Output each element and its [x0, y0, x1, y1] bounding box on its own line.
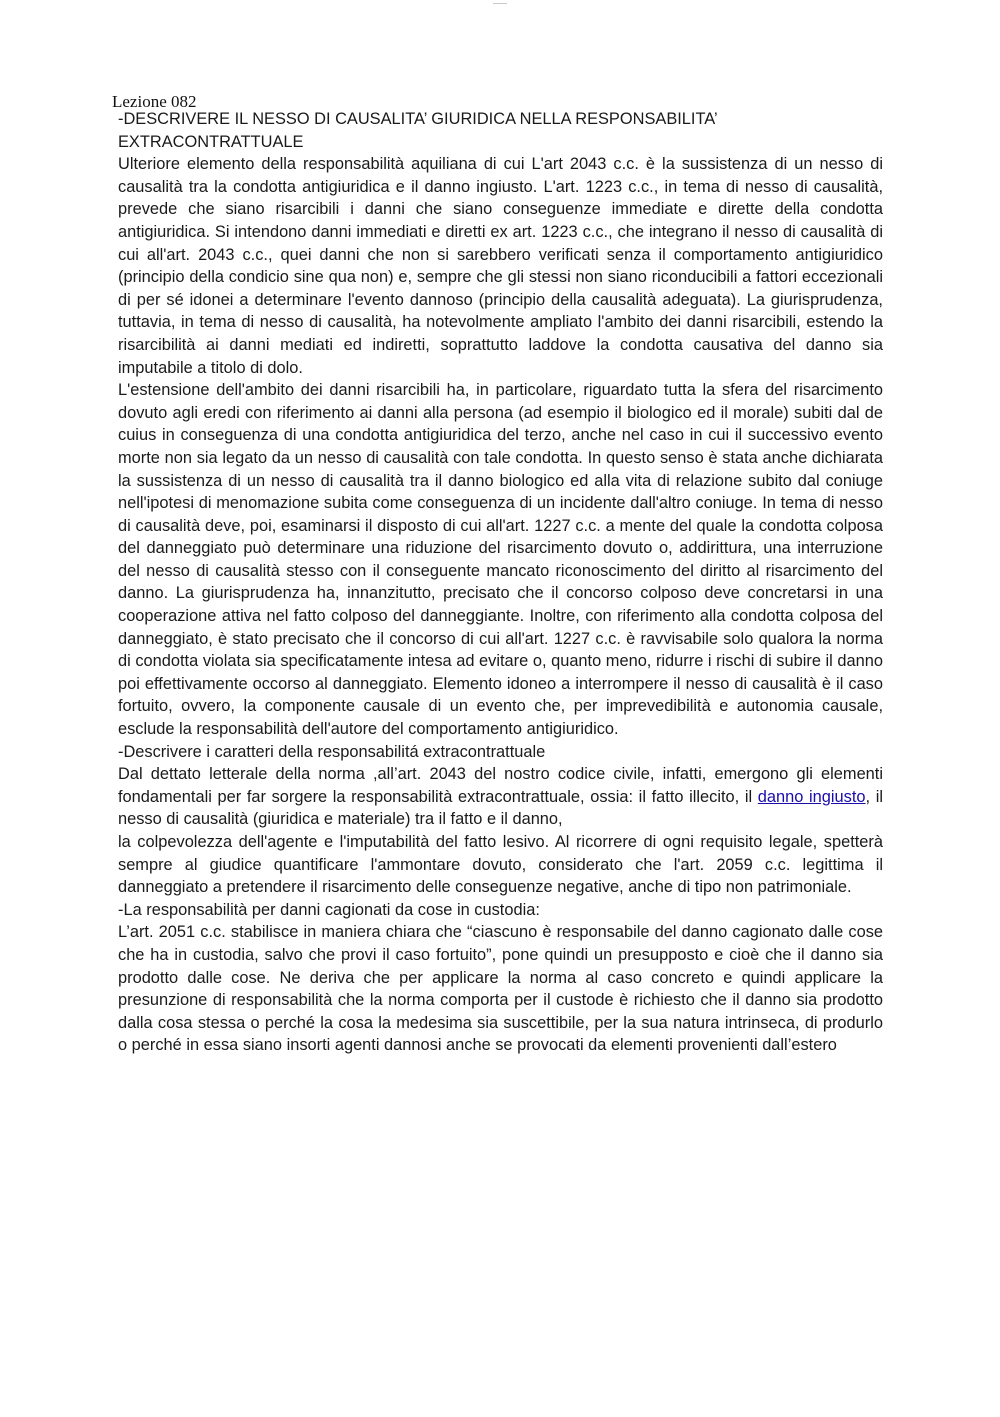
- paragraph-caratteri-2: la colpevolezza dell'agente e l'imputabilità del fatto lesivo. Al ricorrere di ogni requisito legale, spetterà sempre al giudice quantificare l'ammontare dovuto, considerato che l'art. 2059 c.c. legittima il danneggiato a pretendere il risarcimento delle conseguenze negative, anche di tipo non patrimoniale.: [118, 833, 883, 897]
- lesson-label: Lezione 082: [112, 92, 197, 111]
- section-heading-cose-in-custodia: -La responsabilità per danni cagionati da cose in custodia:: [118, 900, 540, 919]
- paragraph-nesso-causalita-2: L'estensione dell'ambito dei danni risarcibili ha, in particolare, riguardato tutta la sfera del risarcimento dovuto agli eredi con riferimento ai danni alla persona (ad esempio il biologico ed il morale) subiti dal de cuius in conseguenza di una condotta antigiuridica del terzo, anche nel caso in cui il successivo evento morte non sia legato da un nesso di causalità con tale condotta. In questo senso è stata anche dichiarata la sussistenza di un nesso di causalità tra il danno biologico ed alla vita di relazione subito dal coniuge nell'ipotesi di menomazione subita come conseguenza di un incidente dall'altro coniuge. In tema di nesso di causalità deve, poi, esaminarsi il disposto di cui all'art. 1227 c.c. a mente del quale la condotta colposa del danneggiato può determinare una riduzione del risarcimento dovuto o, addirittura, una interruzione del nesso di causalità stesso con il conseguente mancato riconoscimento del diritto al risarcimento del danno. La giurisprudenza ha, innanzitutto, precisato che il concorso colposo deve concretarsi in una cooperazione attiva nel fatto colposo del danneggiante. Inoltre, con riferimento alla condotta colposa del danneggiato, è stato precisato che il concorso di cui all'art. 1227 c.c. è ravvisabile solo qualora la norma di condotta violata sia specificatamente intesa ad evitare o, quanto meno, ridurre i rischi di subire il danno poi effettivamente occorso al danneggiato. Elemento idoneo a interrompere il nesso di causalità è il caso fortuito, ovvero, la componente causale di un evento che, per imprevedibilità e autonomia causale, esclude la responsabilità dell'autore del comportamento antigiuridico.: [118, 381, 883, 739]
- paragraph-caratteri-1: [118, 763, 883, 831]
- paragraph-nesso-causalita-1: Ulteriore elemento della responsabilità aquiliana di cui L'art 2043 c.c. è la sussistenza di un nesso di causalità tra la condotta antigiuridica e il danno ingiusto. L'art. 1223 c.c., in tema di nesso di causalità, prevede che siano risarcibili i danni che siano conseguenze immediate e dirette della condotta antigiuridica. Si intendono danni immediati e diretti ex art. 1223 c.c., che integrano il nesso di causalità di cui all'art. 2043 c.c., quei danni che non si sarebbero verificati senza il comportamento antigiuridico (principio della condicio sine qua non) e, sempre che gli stessi non siano riconducibili a fattori eccezionali di per sé idonei a determinare l'evento dannoso (principio della causalità adeguata). La giurisprudenza, tuttavia, in tema di nesso di causalità, ha notevolmente ampliato l'ambito dei danni risarcibili, estendo la risarcibilità ai danni mediati ed indiretti, soprattutto laddove la condotta causativa del danno sia imputabile a titolo di dolo.: [118, 155, 883, 377]
- section-heading-nesso-causalita: -DESCRIVERE IL NESSO DI CAUSALITA’ GIURIDICA NELLA RESPONSABILITA’ EXTRACONTRATTUALE: [118, 110, 718, 151]
- paragraph-caratteri-1-start: Dal dettato letterale della norma ,all’art. 2043 del nostro codice civile, infatti, emergono gli elementi fondamentali per far sorgere la responsabilità extracontrattuale, ossia: il fatto illecito, il: [118, 765, 883, 806]
- paragraph-cose-in-custodia: L’art. 2051 c.c. stabilisce in maniera chiara che “ciascuno è responsabile del danno cagionato dalle cose che ha in custodia, salvo che provi il caso fortuito”, pone quindi un presupposto e cioè che il danno sia prodotto dalle cose. Ne deriva che per applicare la norma al caso concreto e quindi applicare la presunzione di responsabilità che la norma comporta per il custode è richiesto che il danno sia prodotto dalla cosa stessa o perché la cosa la medesima sia suscettibile, per la sua natura intrinseca, di produrlo o perché in essa siano insorti agenti dannosi anche se provocati da elementi provenienti dall’estero: [118, 923, 883, 1055]
- danno-ingiusto-link[interactable]: danno ingiusto: [757, 787, 866, 806]
- page-top-mark: [493, 0, 507, 4]
- document-body: [118, 108, 883, 1057]
- section-heading-caratteri: -Descrivere i caratteri della responsabilitá extracontrattuale: [118, 742, 546, 761]
- paragraph-caratteri-1-end: , il nesso di causalità (giuridica e materiale) tra il fatto e il danno,: [118, 787, 883, 829]
